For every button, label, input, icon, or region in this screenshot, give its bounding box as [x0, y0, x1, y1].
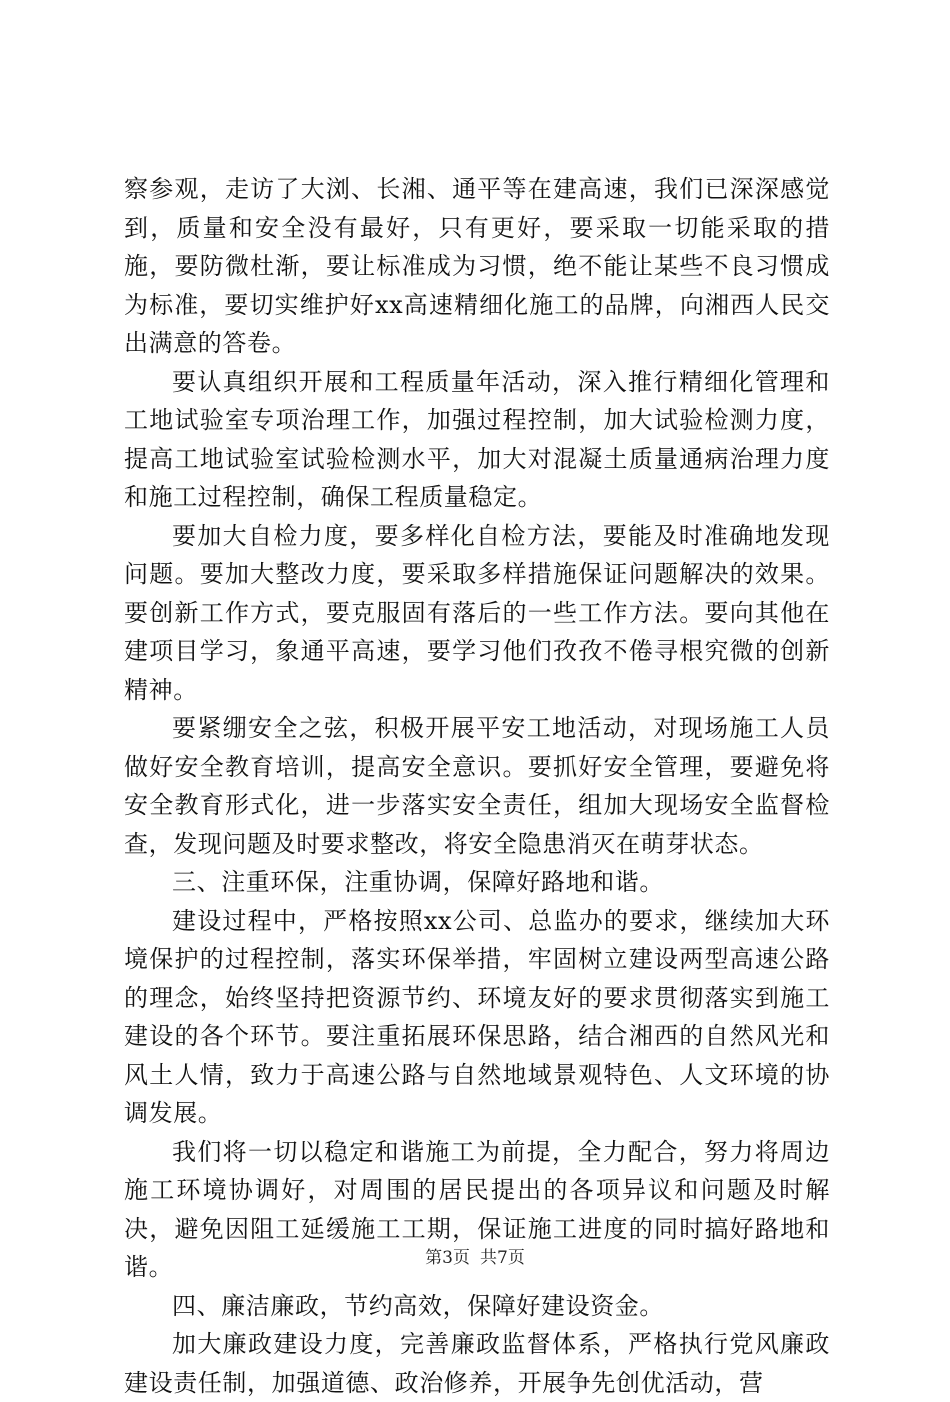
- page-footer: [0, 1243, 950, 1268]
- paragraph-integrity: 加大廉政建设力度，完善廉政监督体系，严格执行党风廉政建设责任制，加强道德、政治修养，开展争先创优活动，营: [124, 1330, 830, 1397]
- paragraph-environment: 建设过程中，严格按照xx公司、总监办的要求，继续加大环境保护的过程控制，落实环保举措，牢固树立建设两型高速公路的理念，始终坚持把资源节约、环境友好的要求贯彻落实到施工建设的各个环节。要注重拓展环保思路，结合湘西的自然风光和风土人情，致力于高速公路与自然地域景观特色、人文环境的协调发展。: [124, 906, 830, 1127]
- section-heading-4: 四、廉洁廉政，节约高效，保障好建设资金。: [172, 1291, 664, 1320]
- document-body: [124, 170, 830, 1402]
- paragraph-harmony: 我们将一切以稳定和谐施工为前提，全力配合，努力将周边施工环境协调好，对周围的居民提出的各项异议和问题及时解决，避免因阻工延缓施工工期，保证施工进度的同时搞好路地和谐。: [124, 1137, 830, 1281]
- page-number: 第3页: [425, 1248, 470, 1268]
- paragraph-safety: 要紧绷安全之弦，积极开展平安工地活动，对现场施工人员做好安全教育培训，提高安全意识。要抓好安全管理，要避免将安全教育形式化，进一步落实安全责任，组加大现场安全监督检查，发现问题及时要求整改，将安全隐患消灭在萌芽状态。: [124, 714, 830, 858]
- page-total: 共7页: [480, 1248, 525, 1268]
- paragraph-quality: 要认真组织开展和工程质量年活动，深入推行精细化管理和工地试验室专项治理工作，加强过程控制，加大试验检测力度，提高工地试验室试验检测水平，加大对混凝土质量通病治理力度和施工过程控制，确保工程质量稳定。: [124, 367, 830, 511]
- paragraph-continuation: 察参观，走访了大浏、长湘、通平等在建高速，我们已深深感觉到，质量和安全没有最好，只有更好，要采取一切能采取的措施，要防微杜渐，要让标准成为习惯，绝不能让某些不良习惯成为标准，要切实维护好xx高速精细化施工的品牌，向湘西人民交出满意的答卷。: [124, 175, 830, 357]
- paragraph-self-inspection: 要加大自检力度，要多样化自检方法，要能及时准确地发现问题。要加大整改力度，要采取多样措施保证问题解决的效果。要创新工作方式，要克服固有落后的一些工作方法。要向其他在建项目学习，象通平高速，要学习他们孜孜不倦寻根究微的创新精神。: [124, 521, 830, 704]
- section-heading-3: 三、注重环保，注重协调，保障好路地和谐。: [172, 868, 664, 896]
